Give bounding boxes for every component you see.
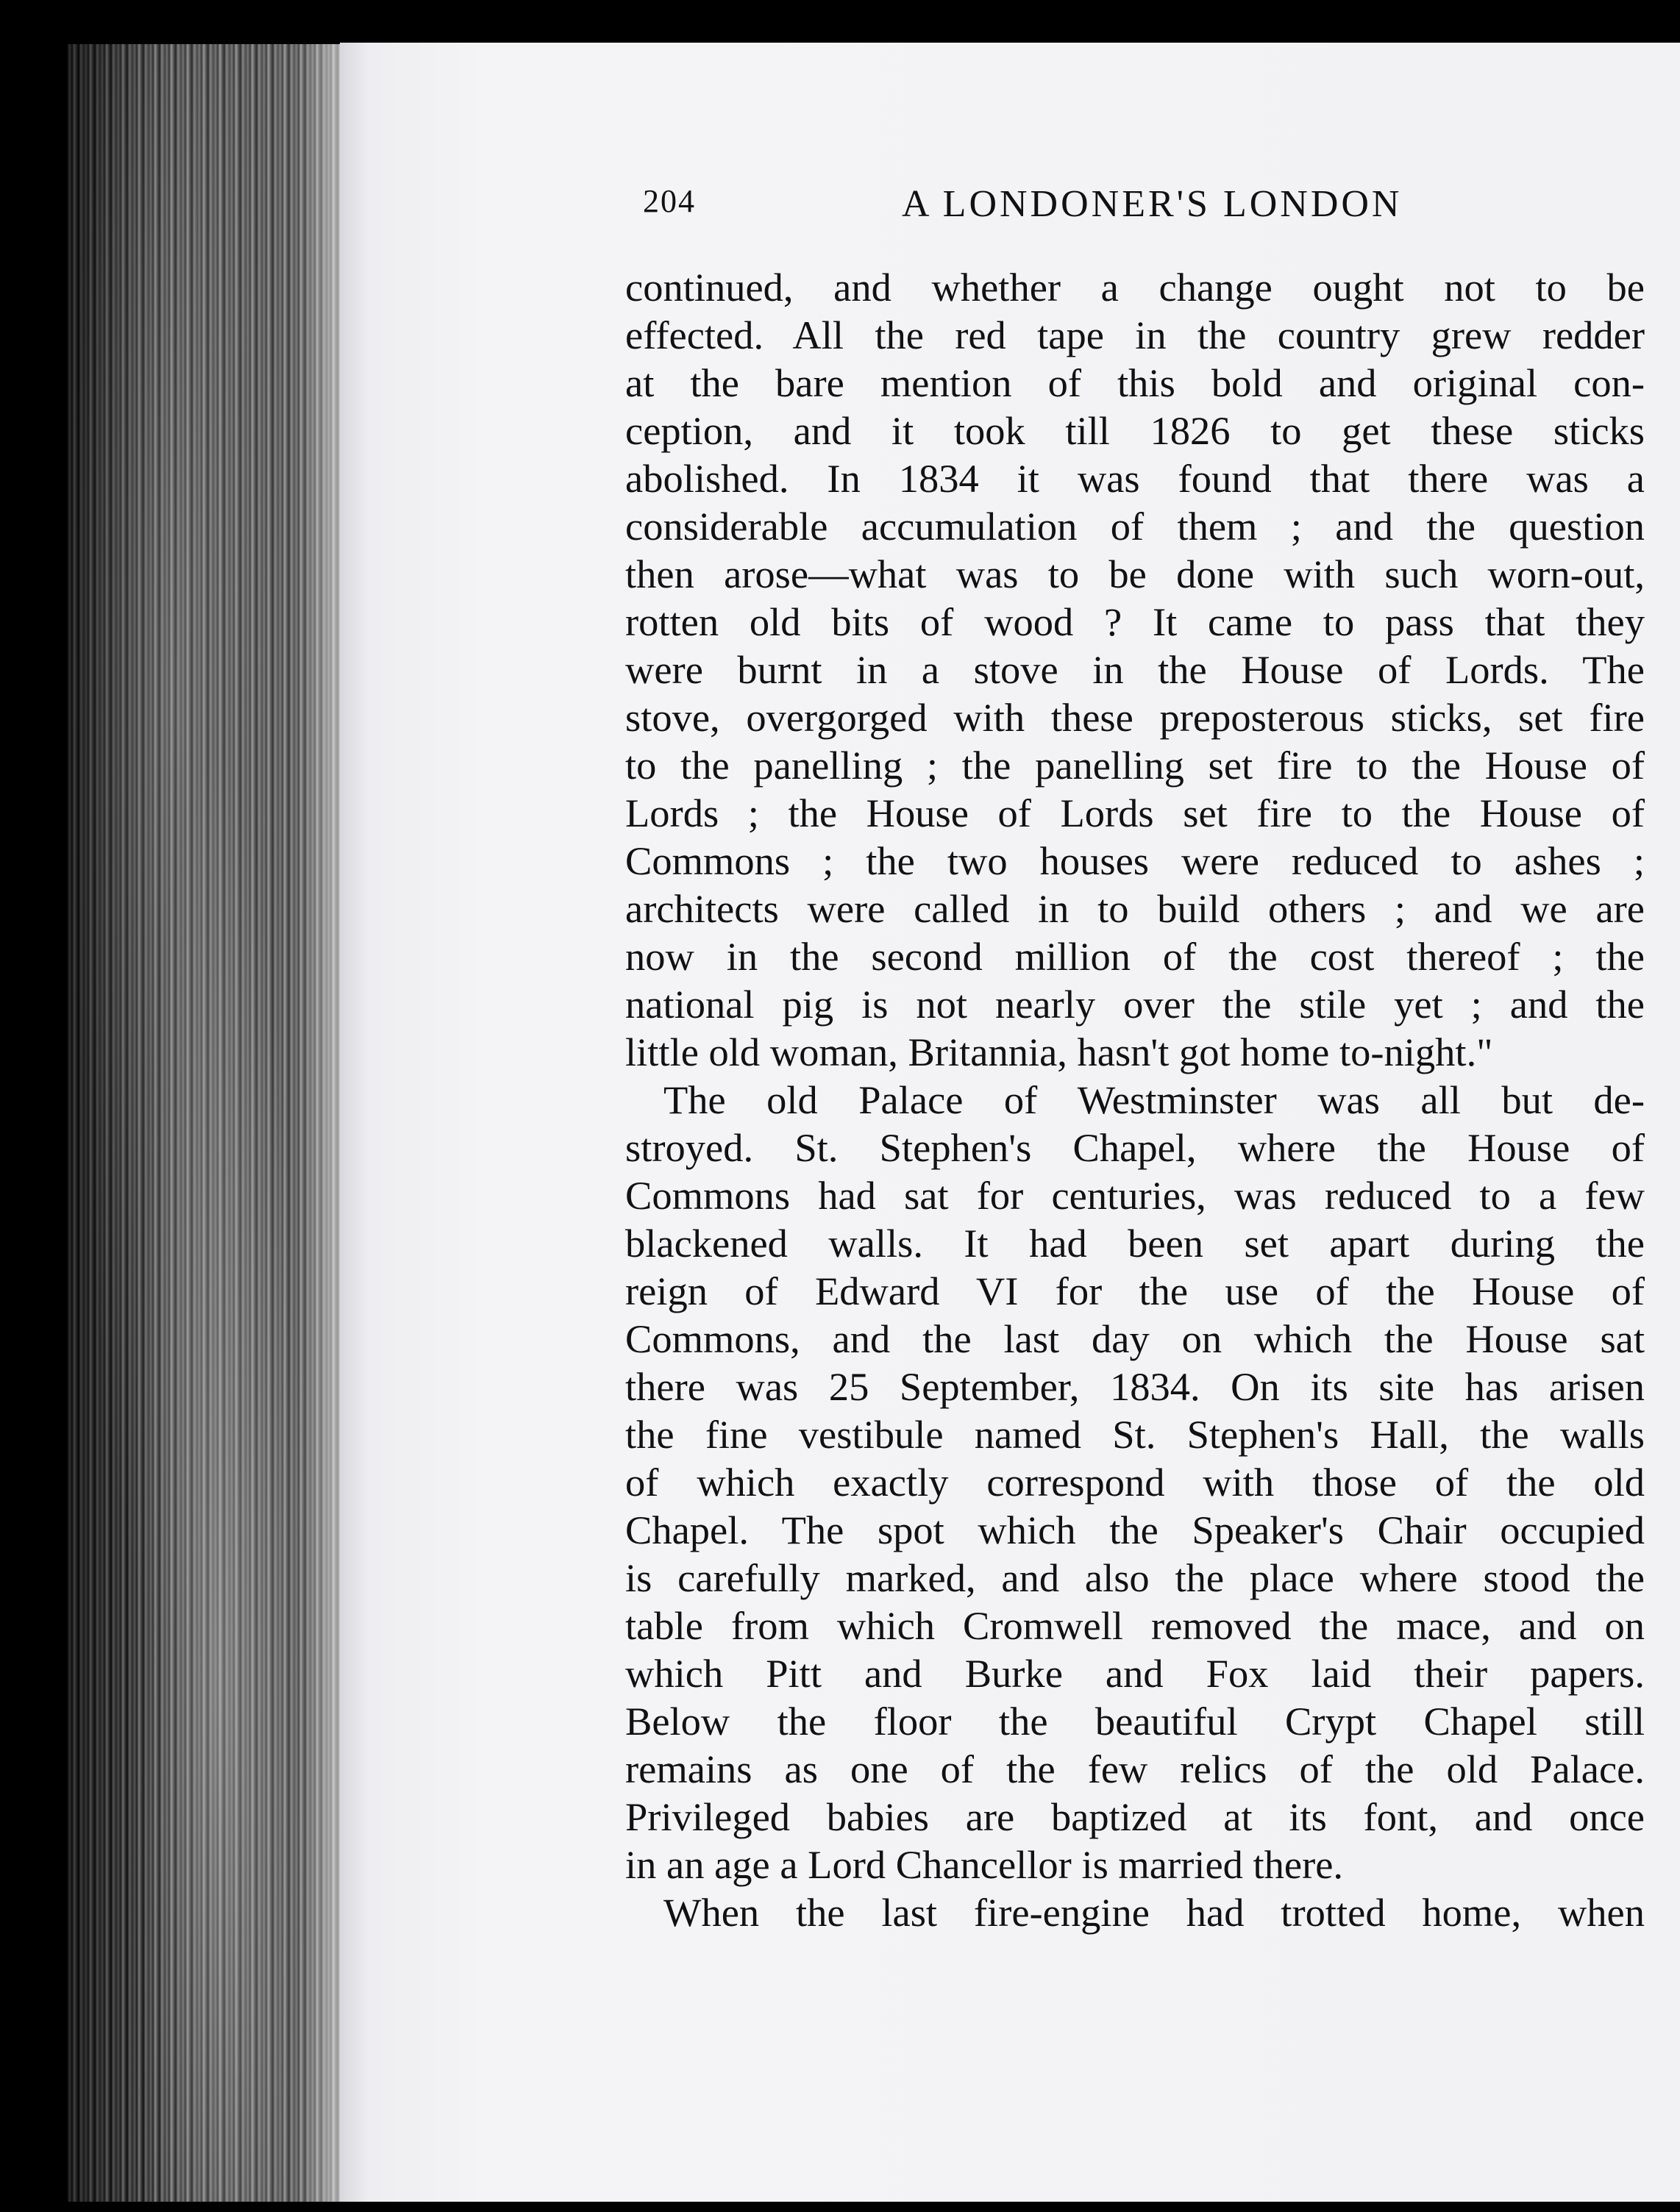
- text-line: rotten old bits of wood ? It came to pass that they: [625, 599, 1645, 644]
- text-line: then arose—what was to be done with such worn-out,: [625, 552, 1645, 596]
- text-line: Lords ; the House of Lords set fire to the House of: [625, 791, 1645, 835]
- text-line: table from which Cromwell removed the mace, and on: [625, 1603, 1645, 1648]
- body-text: [625, 263, 1645, 1936]
- text-line: reign of Edward VI for the use of the House of: [625, 1269, 1645, 1313]
- text-line: Privileged babies are baptized at its font, and once: [625, 1794, 1645, 1839]
- printed-page: [340, 43, 1680, 2212]
- text-line: were burnt in a stove in the House of Lords. The: [625, 647, 1645, 692]
- text-line: to the panelling ; the panelling set fire to the House of: [625, 743, 1645, 788]
- text-line: ception, and it took till 1826 to get these sticks: [625, 408, 1645, 453]
- text-line: Commons, and the last day on which the House sat: [625, 1316, 1645, 1361]
- text-line: abolished. In 1834 it was found that there was a: [625, 456, 1645, 501]
- text-line: Chapel. The spot which the Speaker's Chair occupied: [625, 1508, 1645, 1552]
- text-line: Below the floor the beautiful Crypt Chapel still: [625, 1699, 1645, 1744]
- text-line: When the last fire-engine had trotted home, when: [663, 1890, 1645, 1935]
- text-line: is carefully marked, and also the place where stood the: [625, 1555, 1645, 1600]
- text-line: architects were called in to build others ; and we are: [625, 886, 1645, 931]
- running-head: [643, 182, 1680, 234]
- text-line: at the bare mention of this bold and original con-: [625, 360, 1645, 405]
- text-line: stove, overgorged with these preposterous sticks, set fire: [625, 695, 1645, 740]
- text-line: stroyed. St. Stephen's Chapel, where the House of: [625, 1125, 1645, 1170]
- text-line: Commons had sat for centuries, was reduced to a few: [625, 1173, 1645, 1218]
- text-line: Commons ; the two houses were reduced to ashes ;: [625, 838, 1645, 883]
- text-line: remains as one of the few relics of the old Palace.: [625, 1747, 1645, 1791]
- text-line: which Pitt and Burke and Fox laid their papers.: [625, 1651, 1645, 1696]
- text-line: effected. All the red tape in the country grew redder: [625, 313, 1645, 357]
- text-line: blackened walls. It had been set apart during the: [625, 1221, 1645, 1266]
- text-line: continued, and whether a change ought not to be: [625, 265, 1645, 310]
- page-number: 204: [643, 183, 696, 219]
- text-line: there was 25 September, 1834. On its site has arisen: [625, 1364, 1645, 1409]
- scan-bottom-border: [0, 2202, 1680, 2212]
- text-line: the fine vestibule named St. Stephen's Hall, the walls: [625, 1412, 1645, 1457]
- text-line: little old woman, Britannia, hasn't got home to-night.": [625, 1030, 1493, 1074]
- text-line: The old Palace of Westminster was all but de-: [663, 1077, 1645, 1122]
- text-line: in an age a Lord Chancellor is married there.: [625, 1842, 1344, 1887]
- text-line: considerable accumulation of them ; and the question: [625, 504, 1645, 549]
- book-page-edges: [68, 44, 340, 2212]
- running-title: A LONDONER'S LONDON: [902, 183, 1403, 225]
- text-line: now in the second million of the cost thereof ; the: [625, 934, 1645, 979]
- text-line: of which exactly correspond with those of the old: [625, 1460, 1645, 1505]
- text-line: national pig is not nearly over the stile yet ; and the: [625, 982, 1645, 1027]
